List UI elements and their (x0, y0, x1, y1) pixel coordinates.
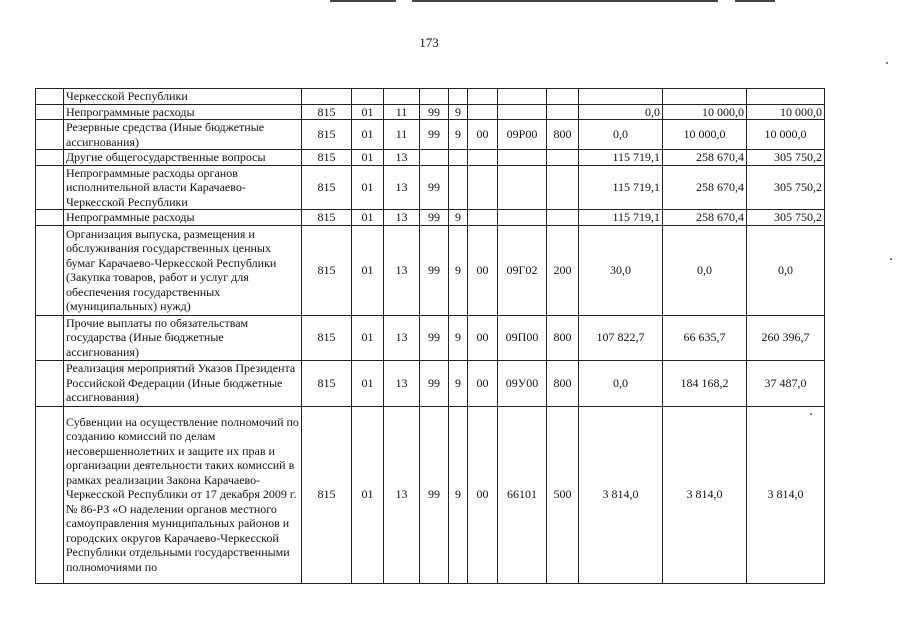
section-code: 01 (352, 150, 384, 166)
amount-year-2: 10 000,0 (663, 120, 747, 150)
row-index-cell (36, 360, 64, 406)
table-row (36, 225, 825, 315)
amount-year-3: 305 750,2 (747, 210, 825, 226)
ministry-code: 815 (302, 315, 352, 360)
target-code: 09Г02 (498, 225, 547, 315)
amount-year-3: 305 750,2 (747, 150, 825, 166)
subprogram-code: 9 (449, 120, 468, 150)
section-code (352, 89, 384, 105)
program-code: 99 (420, 104, 449, 120)
subsection-code: 13 (384, 165, 420, 210)
subprogram-code: 9 (449, 104, 468, 120)
item-name: Черкесской Республики (64, 89, 302, 105)
scan-speck (886, 62, 888, 64)
page-number: 173 (419, 35, 439, 50)
target-code (498, 210, 547, 226)
scan-top-rule (735, 0, 775, 2)
subprogram-code (449, 165, 468, 210)
group-code (468, 165, 498, 210)
ministry-code: 815 (302, 104, 352, 120)
table-row (36, 360, 825, 406)
ministry-code: 815 (302, 210, 352, 226)
amount-year-3: 3 814,0 (747, 406, 825, 583)
group-code: 00 (468, 225, 498, 315)
table-row (36, 89, 825, 105)
ministry-code: 815 (302, 360, 352, 406)
section-code: 01 (352, 210, 384, 226)
subprogram-code: 9 (449, 225, 468, 315)
expense-type-code: 800 (547, 360, 579, 406)
amount-year-2: 3 814,0 (663, 406, 747, 583)
item-name: Непрограммные расходы (64, 104, 302, 120)
program-code: 99 (420, 210, 449, 226)
target-code: 09У00 (498, 360, 547, 406)
subprogram-code: 9 (449, 406, 468, 583)
group-code (468, 104, 498, 120)
program-code: 99 (420, 360, 449, 406)
amount-year-1: 0,0 (579, 120, 663, 150)
program-code: 99 (420, 225, 449, 315)
row-index-cell (36, 165, 64, 210)
row-index-cell (36, 210, 64, 226)
subsection-code: 13 (384, 406, 420, 583)
table-row (36, 150, 825, 166)
ministry-code: 815 (302, 225, 352, 315)
ministry-code (302, 89, 352, 105)
subsection-code: 11 (384, 104, 420, 120)
amount-year-2: 0,0 (663, 225, 747, 315)
expense-type-code (547, 89, 579, 105)
section-code: 01 (352, 165, 384, 210)
amount-year-2: 66 635,7 (663, 315, 747, 360)
amount-year-2: 184 168,2 (663, 360, 747, 406)
group-code (468, 89, 498, 105)
amount-year-3: 37 487,0 (747, 360, 825, 406)
program-code: 99 (420, 120, 449, 150)
item-name: Прочие выплаты по обязательствам государства (Иные бюджетные ассигнования) (64, 315, 302, 360)
amount-year-3: 305 750,2 (747, 165, 825, 210)
section-code: 01 (352, 315, 384, 360)
row-index-cell (36, 120, 64, 150)
expense-type-code (547, 165, 579, 210)
subsection-code: 13 (384, 360, 420, 406)
amount-year-2: 258 670,4 (663, 165, 747, 210)
subprogram-code: 9 (449, 315, 468, 360)
expense-type-code (547, 104, 579, 120)
amount-year-1: 115 719,1 (579, 210, 663, 226)
subsection-code: 13 (384, 315, 420, 360)
program-code: 99 (420, 165, 449, 210)
section-code: 01 (352, 406, 384, 583)
subsection-code: 13 (384, 225, 420, 315)
target-code (498, 165, 547, 210)
section-code: 01 (352, 120, 384, 150)
expense-type-code: 200 (547, 225, 579, 315)
row-index-cell (36, 315, 64, 360)
subsection-code: 13 (384, 210, 420, 226)
section-code: 01 (352, 104, 384, 120)
table-row (36, 210, 825, 226)
target-code (498, 150, 547, 166)
amount-year-1: 0,0 (579, 360, 663, 406)
expense-type-code (547, 150, 579, 166)
amount-year-1: 30,0 (579, 225, 663, 315)
expense-type-code: 800 (547, 315, 579, 360)
target-code: 09Р00 (498, 120, 547, 150)
subprogram-code: 9 (449, 210, 468, 226)
item-name: Организация выпуска, размещения и обслуживания государственных ценных бумаг Карачаево-Черкесской Республики (Закупка товаров, работ и услуг для обеспечения государственных (муниципальных) нужд) (64, 225, 302, 315)
section-code: 01 (352, 225, 384, 315)
target-code: 66101 (498, 406, 547, 583)
item-name: Другие общегосударственные вопросы (64, 150, 302, 166)
amount-year-1: 0,0 (579, 104, 663, 120)
ministry-code: 815 (302, 150, 352, 166)
budget-table (35, 88, 825, 584)
item-name: Субвенции на осуществление полномочий по созданию комиссий по делам несовершеннолетних и защите их прав и организации деятельности таких комиссий в рамках реализации Закона Карачаево-Черкесской Республики от 17 декабря 2009 г. № 86-РЗ «О наделении органов местного самоуправления муниципальных районов и городских округов Карачаево-Черкесской Республики отдельными государственными полномочиями по (64, 406, 302, 583)
program-code: 99 (420, 406, 449, 583)
scan-top-rule (330, 0, 396, 2)
table-row (36, 120, 825, 150)
group-code (468, 210, 498, 226)
table-row (36, 406, 825, 583)
section-code: 01 (352, 360, 384, 406)
subsection-code: 11 (384, 120, 420, 150)
row-index-cell (36, 150, 64, 166)
item-name: Непрограммные расходы (64, 210, 302, 226)
amount-year-2: 258 670,4 (663, 150, 747, 166)
group-code: 00 (468, 315, 498, 360)
amount-year-1: 115 719,1 (579, 150, 663, 166)
scan-speck (890, 258, 892, 260)
program-code (420, 89, 449, 105)
row-index-cell (36, 104, 64, 120)
subprogram-code (449, 150, 468, 166)
group-code: 00 (468, 360, 498, 406)
scan-top-rule (412, 0, 718, 2)
subprogram-code (449, 89, 468, 105)
item-name: Резервные средства (Иные бюджетные ассигнования) (64, 120, 302, 150)
group-code (468, 150, 498, 166)
amount-year-3: 260 396,7 (747, 315, 825, 360)
item-name: Реализация мероприятий Указов Президента Российской Федерации (Иные бюджетные ассигнования) (64, 360, 302, 406)
target-code: 09П00 (498, 315, 547, 360)
expense-type-code (547, 210, 579, 226)
row-index-cell (36, 89, 64, 105)
item-name: Непрограммные расходы органов исполнительной власти Карачаево-Черкесской Республики (64, 165, 302, 210)
amount-year-3: 10 000,0 (747, 104, 825, 120)
table-row (36, 315, 825, 360)
row-index-cell (36, 406, 64, 583)
amount-year-3 (747, 89, 825, 105)
amount-year-2 (663, 89, 747, 105)
group-code: 00 (468, 120, 498, 150)
table-row (36, 165, 825, 210)
target-code (498, 104, 547, 120)
expense-type-code: 800 (547, 120, 579, 150)
subsection-code (384, 89, 420, 105)
amount-year-3: 0,0 (747, 225, 825, 315)
table-row (36, 104, 825, 120)
subsection-code: 13 (384, 150, 420, 166)
amount-year-2: 10 000,0 (663, 104, 747, 120)
expense-type-code: 500 (547, 406, 579, 583)
program-code (420, 150, 449, 166)
subprogram-code: 9 (449, 360, 468, 406)
amount-year-1: 3 814,0 (579, 406, 663, 583)
ministry-code: 815 (302, 120, 352, 150)
ministry-code: 815 (302, 406, 352, 583)
group-code: 00 (468, 406, 498, 583)
row-index-cell (36, 225, 64, 315)
amount-year-3: 10 000,0 (747, 120, 825, 150)
program-code: 99 (420, 315, 449, 360)
amount-year-2: 258 670,4 (663, 210, 747, 226)
scan-speck (810, 413, 812, 415)
target-code (498, 89, 547, 105)
amount-year-1: 115 719,1 (579, 165, 663, 210)
amount-year-1: 107 822,7 (579, 315, 663, 360)
ministry-code: 815 (302, 165, 352, 210)
amount-year-1 (579, 89, 663, 105)
